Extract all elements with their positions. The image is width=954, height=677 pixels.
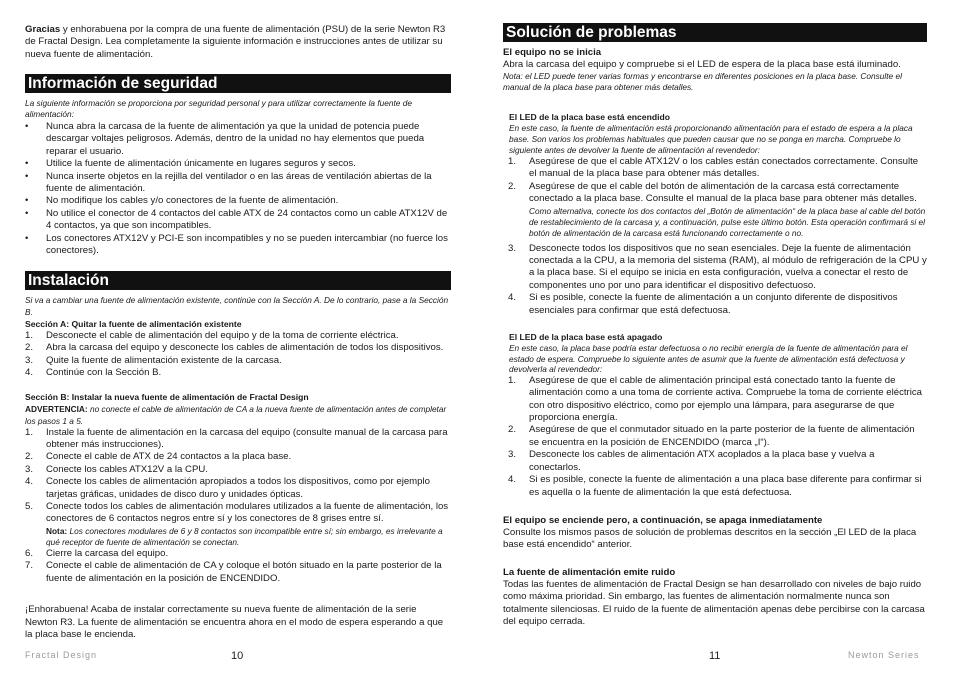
list-number: 3. (25, 463, 34, 475)
list-item (25, 121, 451, 158)
led-off-note: En este caso, la placa base podría estar defectuosa o no recibir energía de la fuente de alimentación para el estado de espera. Compruebe lo siguiente antes de asumir que la fuente de alimentación está defectuosa y devolverla al revendedor: (509, 343, 908, 375)
list-item (25, 355, 451, 367)
installation-heading: Instalación (25, 271, 451, 290)
list-item-text: Cierre la carcasa del equipo. (46, 547, 169, 559)
list-item (508, 181, 927, 239)
troubleshooting-heading: Solución de problemas (503, 23, 927, 42)
list-item (508, 449, 927, 474)
list-item (25, 501, 451, 548)
list-item-text: Desconecte el cable de alimentación del equipo y de la toma de corriente eléctrica. (46, 330, 399, 341)
list-item-text: Conecte los cables ATX12V a la CPU. (46, 463, 208, 475)
note-label: Nota: (46, 525, 68, 536)
list-item-text: Instale la fuente de alimentación en la carcasa del equipo (consulte manual de la carcasa para obtener más instrucciones). (46, 426, 448, 451)
section-a-title: Sección A: Quitar la fuente de alimentación existente (25, 319, 242, 329)
item-note (46, 526, 451, 548)
list-item-text: No modifique los cables y/o conectores de la fuente de alimentación. (46, 195, 339, 207)
no-start-title: El equipo no se inicia (503, 47, 602, 58)
shutdown-text: Consulte los mismos pasos de solución de problemas descritos en la sección „El LED de la placa base está encendido“ anterior. (503, 526, 917, 551)
intro-bold: Gracias (25, 24, 61, 35)
list-number: 2. (25, 451, 34, 463)
list-number: 7. (25, 560, 34, 572)
installation-section (25, 294, 451, 585)
bullet: • (25, 232, 29, 244)
list-item-text: Los conectores ATX12V y PCI-E son incompatibles y no se pueden intercambiar (no fuerce los conectores). (46, 232, 448, 257)
list-item-text: Asegúrese de que el cable del botón de alimentación de la carcasa está correctamente conectado a la placa base. Consulte el manual de la placa base para obtener más detalles. (529, 180, 917, 205)
list-item (25, 233, 451, 258)
page-number-right: 11 (709, 650, 721, 662)
list-item (508, 156, 927, 181)
list-item (25, 427, 451, 452)
list-item (508, 375, 927, 425)
safety-note: La siguiente información se proporciona por seguridad personal y para utilizar correctamente la fuente de alimentación: (25, 98, 412, 119)
led-on-title: El LED de la placa base está encendido (509, 112, 670, 122)
installation-note: Si va a cambiar una fuente de alimentación existente, continúe con la Sección A. De lo contrario, pase a la Sección B. (25, 295, 449, 317)
led-off-title: El LED de la placa base está apagado (509, 332, 663, 343)
led-on-list (508, 156, 927, 317)
list-item-text: Asegúrese de que el conmutador situado en la parte posterior de la fuente de alimentación se encuentra en la posición de ENCENDIDO (marca „I“). (529, 424, 915, 448)
led-off-block (503, 332, 927, 375)
list-number: 4. (25, 476, 34, 488)
bullet: • (25, 158, 29, 170)
list-item (25, 464, 451, 476)
list-item-text: Conecte los cables de alimentación apropiados a todos los dispositivos, como por ejemplo tarjetas gráficas, unidades de disco duro y unidades ópticas. (46, 476, 430, 500)
list-item-text: Conecte el cable de alimentación de CA y coloque el botón situado en la parte posterior de la fuente de alimentación en la posición de ENCENDIDO. (46, 560, 442, 584)
list-item (25, 208, 451, 233)
list-number: 1. (508, 374, 517, 386)
list-number: 1. (25, 330, 34, 341)
list-item-text: Abra la carcasa del equipo y desconecte los cables de alimentación de todos los dispositivos. (46, 342, 444, 354)
list-item-text: Nunca inserte objetos en la rejilla del ventilador o en las áreas de ventilación abiertas de la fuente de alimentación. (46, 170, 432, 195)
list-item (25, 171, 451, 196)
note-text: Los conectores modulares de 6 y 8 contactos son incompatible entre sí; sin embargo, es irrelevante a qué receptor de fuente de alimentación se conectan. (46, 525, 443, 547)
intro-text: y enhorabuena por la compra de una fuente de alimentación (PSU) de la serie Newton R3 de Fractal Design. Lea completamente la siguiente información e instrucciones antes de utilizar su nueva fuente de alimentación. (25, 24, 446, 60)
led-on-block (503, 112, 927, 156)
section-b-list (25, 427, 451, 585)
safety-heading: Información de seguridad (25, 74, 451, 93)
list-number: 4. (508, 474, 517, 486)
list-item-text: Desconecte todos los dispositivos que no sean esenciales. Deje la fuente de alimentación conectada a la CPU, a la memoria del sistema (RAM), al módulo de refrigeración de la CPU y a la placa base. Si el equipo se inicia en esta configuración, vuelva a conectar el resto de componentes uno por uno para identificar el dispositivo defectuoso. (529, 242, 927, 291)
item-note: Como alternativa, conecte los dos contactos del „Botón de alimentación“ de la placa base al cable del botón de restablecimiento de la carcasa y, a continuación, pulse este último botón. Esta operación confirmará si el botón de alimentación de la carcasa está funcionando correctamente o no. (529, 205, 926, 238)
list-item-text: Conecte todos los cables de alimentación modulares utilizados a la fuente de alimentación, los conectores de 6 contactos negros entre sí y los conectores de 8 grises entre sí. (46, 501, 449, 525)
list-number: 2. (25, 342, 34, 354)
shutdown-title: El equipo se enciende pero, a continuación, se apaga inmediatamente (503, 514, 823, 526)
no-start-text: Abra la carcasa del equipo y compruebe si el LED de espera de la placa base está iluminado. (503, 59, 901, 70)
warning-text: no conecte el cable de alimentación de CA a la nueva fuente de alimentación antes de completar los pasos 1 a 5. (25, 403, 447, 426)
list-item-text: Asegúrese de que el cable de alimentación principal está conectado tanto la fuente de alimentación como a una toma de corriente activa. Compruebe la toma de corriente eléctrica con otro dispositivo eléctrico, como por ejemplo una lámpara, para asegurarse de que proporciona energía. (529, 374, 923, 424)
list-number: 1. (508, 156, 517, 167)
list-item (25, 548, 451, 560)
section-b-title: Sección B: Instalar la nueva fuente de alimentación de Fractal Design (25, 391, 309, 402)
list-item (508, 243, 927, 293)
list-item (25, 330, 451, 342)
bullet: • (25, 121, 29, 132)
list-item-text: Utilice la fuente de alimentación únicamente en lugares seguros y secos. (46, 158, 356, 170)
list-number: 5. (25, 501, 34, 513)
list-number: 3. (508, 449, 517, 461)
list-item (25, 451, 451, 463)
noise-title: La fuente de alimentación emite ruido (503, 566, 676, 578)
list-item (25, 342, 451, 354)
list-item (25, 560, 451, 585)
list-item (508, 292, 927, 317)
warning-label: ADVERTENCIA: (25, 403, 88, 414)
list-item (25, 195, 451, 207)
safety-list (25, 121, 451, 257)
list-number: 2. (508, 180, 517, 192)
bullet: • (25, 207, 29, 219)
section-a-list (25, 330, 451, 380)
list-number: 3. (25, 354, 34, 366)
bullet: • (25, 170, 29, 182)
list-item-text: Asegúrese de que el cable ATX12V o los cables están conectados correctamente. Consulte el manual de la placa base para obtener más detalles. (529, 156, 919, 180)
footer-brand: Fractal Design (25, 650, 98, 660)
safety-section (25, 98, 451, 257)
troubleshooting-section (503, 47, 927, 628)
list-number: 4. (508, 292, 517, 304)
list-item (508, 424, 927, 449)
list-item (25, 158, 451, 170)
congrats-paragraph: ¡Enhorabuena! Acaba de instalar correctamente su nueva fuente de alimentación de la serie Newton R3. La fuente de alimentación se encuentra ahora en el modo de espera esperando a que la placa base le encienda. (25, 604, 444, 641)
list-number: 2. (508, 424, 517, 436)
noise-text: Todas las fuentes de alimentación de Fractal Design se han desarrollado con niveles de bajo ruido como máxima prioridad. Sin embargo, las fuentes de alimentación normalmente nunca son totalmente silenciosas. El ruido de la fuente de alimentación apenas debe percibirse con la carcasa del equipo cerrada. (503, 578, 925, 627)
list-item-text: Si es posible, conecte la fuente de alimentación a un conjunto diferente de dispositivos esenciales para confirmar que está defectuosa. (529, 292, 898, 316)
list-item-text: No utilice el conector de 4 contactos del cable ATX de 24 contactos como un cable ATX12V de 4 contactos, ya que son incompatibles. (46, 207, 448, 232)
list-item (25, 476, 451, 501)
list-number: 4. (25, 367, 34, 379)
intro-paragraph (25, 24, 451, 61)
no-start-note: Nota: el LED puede tener varias formas y encontrarse en diferentes posiciones en la placa base. Consulte el manual de la placa base para obtener más detalles. (503, 71, 902, 92)
list-number: 3. (508, 242, 517, 254)
bullet: • (25, 195, 29, 207)
list-item-text: Continúe con la Sección B. (46, 367, 162, 379)
list-item-text: Quite la fuente de alimentación existente de la carcasa. (46, 354, 282, 366)
list-item-text: Nunca abra la carcasa de la fuente de alimentación ya que la unidad de potencia puede descargar voltajes peligrosos. Además, dentro de la unidad no hay elementos que pueda reparar el usuario. (46, 121, 425, 157)
footer-series: Newton Series (848, 650, 920, 660)
list-item-text: Conecte el cable de ATX de 24 contactos a la placa base. (46, 451, 292, 463)
led-on-note: En este caso, la fuente de alimentación está proporcionando alimentación para el estado de espera a la placa base. Son varios los problemas habituales que pueden causar que no se ponga en marcha. Compruebe lo siguiente antes de devolver la fuente de alimentación al revendedor: (509, 123, 913, 155)
list-number: 1. (25, 426, 34, 438)
led-off-list (508, 375, 927, 499)
warning-note (25, 403, 451, 427)
list-item (508, 474, 927, 499)
list-item-text: Si es posible, conecte la fuente de alimentación a una placa base diferente para confirmar si es aquella o la fuente de alimentación la que está defectuosa. (529, 474, 922, 498)
list-number: 6. (25, 547, 34, 559)
page-number-left: 10 (231, 650, 244, 662)
list-item-text: Desconecte los cables de alimentación ATX acoplados a la placa base y vuelva a conectarlos. (529, 449, 875, 473)
list-item (25, 367, 451, 379)
